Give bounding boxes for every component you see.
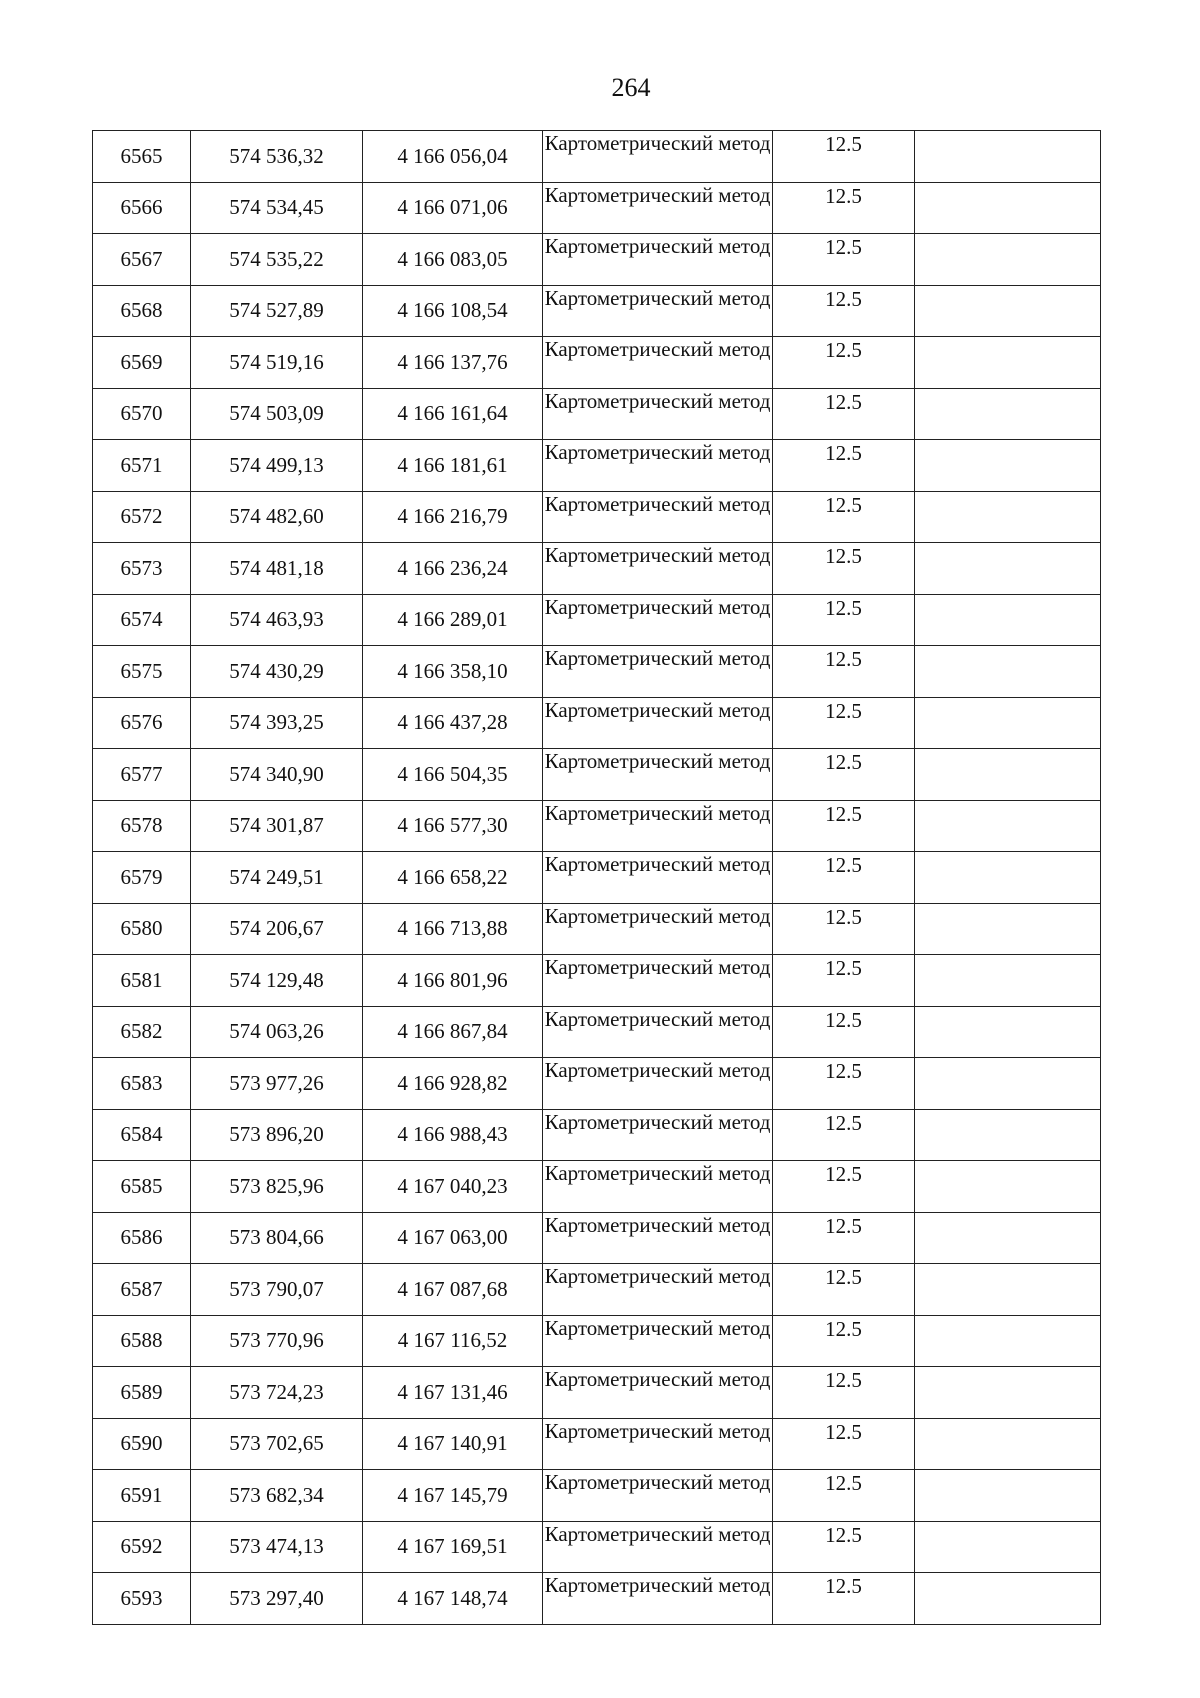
y-coordinate-cell: 4 166 056,04 bbox=[363, 131, 543, 183]
y-coordinate-cell: 4 166 713,88 bbox=[363, 903, 543, 955]
accuracy-cell: 12.5 bbox=[773, 1212, 915, 1264]
note-cell bbox=[915, 234, 1101, 286]
accuracy-cell: 12.5 bbox=[773, 749, 915, 801]
table-row bbox=[93, 1161, 1101, 1213]
y-coordinate-cell: 4 166 161,64 bbox=[363, 388, 543, 440]
point-number-cell: 6585 bbox=[93, 1161, 191, 1213]
x-coordinate-cell: 573 896,20 bbox=[191, 1109, 363, 1161]
y-coordinate-cell: 4 166 358,10 bbox=[363, 646, 543, 698]
x-coordinate-cell: 573 297,40 bbox=[191, 1573, 363, 1625]
accuracy-cell: 12.5 bbox=[773, 852, 915, 904]
y-coordinate-cell: 4 166 504,35 bbox=[363, 749, 543, 801]
x-coordinate-cell: 574 481,18 bbox=[191, 543, 363, 595]
method-cell: Картометрический метод bbox=[543, 1418, 773, 1470]
point-number-cell: 6586 bbox=[93, 1212, 191, 1264]
table-row bbox=[93, 1006, 1101, 1058]
method-cell: Картометрический метод bbox=[543, 1521, 773, 1573]
note-cell bbox=[915, 388, 1101, 440]
point-number-cell: 6590 bbox=[93, 1418, 191, 1470]
accuracy-cell: 12.5 bbox=[773, 1006, 915, 1058]
note-cell bbox=[915, 131, 1101, 183]
accuracy-cell: 12.5 bbox=[773, 388, 915, 440]
x-coordinate-cell: 573 977,26 bbox=[191, 1058, 363, 1110]
table-row bbox=[93, 1470, 1101, 1522]
x-coordinate-cell: 574 301,87 bbox=[191, 800, 363, 852]
y-coordinate-cell: 4 166 437,28 bbox=[363, 697, 543, 749]
point-number-cell: 6591 bbox=[93, 1470, 191, 1522]
table-row bbox=[93, 131, 1101, 183]
y-coordinate-cell: 4 166 083,05 bbox=[363, 234, 543, 286]
y-coordinate-cell: 4 167 140,91 bbox=[363, 1418, 543, 1470]
method-cell: Картометрический метод bbox=[543, 852, 773, 904]
table-row bbox=[93, 337, 1101, 389]
x-coordinate-cell: 573 702,65 bbox=[191, 1418, 363, 1470]
point-number-cell: 6570 bbox=[93, 388, 191, 440]
method-cell: Картометрический метод bbox=[543, 337, 773, 389]
x-coordinate-cell: 574 463,93 bbox=[191, 594, 363, 646]
note-cell bbox=[915, 800, 1101, 852]
table-row bbox=[93, 1315, 1101, 1367]
point-number-cell: 6575 bbox=[93, 646, 191, 698]
note-cell bbox=[915, 285, 1101, 337]
accuracy-cell: 12.5 bbox=[773, 491, 915, 543]
note-cell bbox=[915, 1367, 1101, 1419]
x-coordinate-cell: 574 063,26 bbox=[191, 1006, 363, 1058]
note-cell bbox=[915, 697, 1101, 749]
y-coordinate-cell: 4 167 116,52 bbox=[363, 1315, 543, 1367]
point-number-cell: 6588 bbox=[93, 1315, 191, 1367]
x-coordinate-cell: 574 340,90 bbox=[191, 749, 363, 801]
table-row bbox=[93, 955, 1101, 1007]
y-coordinate-cell: 4 166 137,76 bbox=[363, 337, 543, 389]
table-row bbox=[93, 1573, 1101, 1625]
note-cell bbox=[915, 1315, 1101, 1367]
y-coordinate-cell: 4 166 867,84 bbox=[363, 1006, 543, 1058]
accuracy-cell: 12.5 bbox=[773, 646, 915, 698]
y-coordinate-cell: 4 166 289,01 bbox=[363, 594, 543, 646]
x-coordinate-cell: 574 519,16 bbox=[191, 337, 363, 389]
accuracy-cell: 12.5 bbox=[773, 440, 915, 492]
accuracy-cell: 12.5 bbox=[773, 1418, 915, 1470]
table-row bbox=[93, 440, 1101, 492]
point-number-cell: 6571 bbox=[93, 440, 191, 492]
method-cell: Картометрический метод bbox=[543, 1315, 773, 1367]
method-cell: Картометрический метод bbox=[543, 800, 773, 852]
y-coordinate-cell: 4 166 071,06 bbox=[363, 182, 543, 234]
point-number-cell: 6566 bbox=[93, 182, 191, 234]
table-row bbox=[93, 1212, 1101, 1264]
point-number-cell: 6567 bbox=[93, 234, 191, 286]
x-coordinate-cell: 573 804,66 bbox=[191, 1212, 363, 1264]
point-number-cell: 6568 bbox=[93, 285, 191, 337]
y-coordinate-cell: 4 167 040,23 bbox=[363, 1161, 543, 1213]
point-number-cell: 6576 bbox=[93, 697, 191, 749]
method-cell: Картометрический метод bbox=[543, 182, 773, 234]
y-coordinate-cell: 4 167 131,46 bbox=[363, 1367, 543, 1419]
accuracy-cell: 12.5 bbox=[773, 1161, 915, 1213]
point-number-cell: 6584 bbox=[93, 1109, 191, 1161]
table-row bbox=[93, 749, 1101, 801]
table-row bbox=[93, 1367, 1101, 1419]
method-cell: Картометрический метод bbox=[543, 491, 773, 543]
method-cell: Картометрический метод bbox=[543, 594, 773, 646]
y-coordinate-cell: 4 166 988,43 bbox=[363, 1109, 543, 1161]
accuracy-cell: 12.5 bbox=[773, 1521, 915, 1573]
accuracy-cell: 12.5 bbox=[773, 1367, 915, 1419]
note-cell bbox=[915, 1058, 1101, 1110]
y-coordinate-cell: 4 166 577,30 bbox=[363, 800, 543, 852]
method-cell: Картометрический метод bbox=[543, 131, 773, 183]
method-cell: Картометрический метод bbox=[543, 1367, 773, 1419]
point-number-cell: 6579 bbox=[93, 852, 191, 904]
note-cell bbox=[915, 903, 1101, 955]
accuracy-cell: 12.5 bbox=[773, 234, 915, 286]
method-cell: Картометрический метод bbox=[543, 543, 773, 595]
method-cell: Картометрический метод bbox=[543, 1006, 773, 1058]
method-cell: Картометрический метод bbox=[543, 1109, 773, 1161]
x-coordinate-cell: 574 206,67 bbox=[191, 903, 363, 955]
note-cell bbox=[915, 1573, 1101, 1625]
x-coordinate-cell: 574 534,45 bbox=[191, 182, 363, 234]
point-number-cell: 6565 bbox=[93, 131, 191, 183]
x-coordinate-cell: 573 682,34 bbox=[191, 1470, 363, 1522]
note-cell bbox=[915, 852, 1101, 904]
note-cell bbox=[915, 491, 1101, 543]
x-coordinate-cell: 573 825,96 bbox=[191, 1161, 363, 1213]
method-cell: Картометрический метод bbox=[543, 388, 773, 440]
table-row bbox=[93, 543, 1101, 595]
y-coordinate-cell: 4 166 108,54 bbox=[363, 285, 543, 337]
point-number-cell: 6577 bbox=[93, 749, 191, 801]
method-cell: Картометрический метод bbox=[543, 234, 773, 286]
method-cell: Картометрический метод bbox=[543, 1573, 773, 1625]
table-row bbox=[93, 697, 1101, 749]
point-number-cell: 6592 bbox=[93, 1521, 191, 1573]
point-number-cell: 6569 bbox=[93, 337, 191, 389]
table-row bbox=[93, 491, 1101, 543]
y-coordinate-cell: 4 167 148,74 bbox=[363, 1573, 543, 1625]
table-row bbox=[93, 234, 1101, 286]
point-number-cell: 6573 bbox=[93, 543, 191, 595]
y-coordinate-cell: 4 166 236,24 bbox=[363, 543, 543, 595]
point-number-cell: 6574 bbox=[93, 594, 191, 646]
method-cell: Картометрический метод bbox=[543, 285, 773, 337]
note-cell bbox=[915, 440, 1101, 492]
table-row bbox=[93, 1264, 1101, 1316]
x-coordinate-cell: 573 474,13 bbox=[191, 1521, 363, 1573]
accuracy-cell: 12.5 bbox=[773, 1470, 915, 1522]
note-cell bbox=[915, 543, 1101, 595]
note-cell bbox=[915, 1161, 1101, 1213]
table-row bbox=[93, 852, 1101, 904]
accuracy-cell: 12.5 bbox=[773, 697, 915, 749]
x-coordinate-cell: 574 430,29 bbox=[191, 646, 363, 698]
accuracy-cell: 12.5 bbox=[773, 1264, 915, 1316]
y-coordinate-cell: 4 167 063,00 bbox=[363, 1212, 543, 1264]
method-cell: Картометрический метод bbox=[543, 1212, 773, 1264]
x-coordinate-cell: 573 724,23 bbox=[191, 1367, 363, 1419]
note-cell bbox=[915, 1006, 1101, 1058]
point-number-cell: 6587 bbox=[93, 1264, 191, 1316]
accuracy-cell: 12.5 bbox=[773, 903, 915, 955]
table-row bbox=[93, 1058, 1101, 1110]
point-number-cell: 6580 bbox=[93, 903, 191, 955]
note-cell bbox=[915, 1264, 1101, 1316]
method-cell: Картометрический метод bbox=[543, 646, 773, 698]
x-coordinate-cell: 574 499,13 bbox=[191, 440, 363, 492]
table-row bbox=[93, 388, 1101, 440]
point-number-cell: 6581 bbox=[93, 955, 191, 1007]
note-cell bbox=[915, 955, 1101, 1007]
table-row bbox=[93, 1109, 1101, 1161]
method-cell: Картометрический метод bbox=[543, 749, 773, 801]
accuracy-cell: 12.5 bbox=[773, 955, 915, 1007]
point-number-cell: 6572 bbox=[93, 491, 191, 543]
accuracy-cell: 12.5 bbox=[773, 1058, 915, 1110]
note-cell bbox=[915, 1418, 1101, 1470]
x-coordinate-cell: 574 129,48 bbox=[191, 955, 363, 1007]
note-cell bbox=[915, 337, 1101, 389]
table-row bbox=[93, 594, 1101, 646]
method-cell: Картометрический метод bbox=[543, 440, 773, 492]
method-cell: Картометрический метод bbox=[543, 955, 773, 1007]
x-coordinate-cell: 574 535,22 bbox=[191, 234, 363, 286]
point-number-cell: 6578 bbox=[93, 800, 191, 852]
x-coordinate-cell: 573 790,07 bbox=[191, 1264, 363, 1316]
note-cell bbox=[915, 1521, 1101, 1573]
coordinates-table-body bbox=[93, 131, 1101, 1625]
table-row bbox=[93, 285, 1101, 337]
note-cell bbox=[915, 749, 1101, 801]
note-cell bbox=[915, 594, 1101, 646]
accuracy-cell: 12.5 bbox=[773, 182, 915, 234]
method-cell: Картометрический метод bbox=[543, 1161, 773, 1213]
y-coordinate-cell: 4 166 658,22 bbox=[363, 852, 543, 904]
note-cell bbox=[915, 182, 1101, 234]
note-cell bbox=[915, 1212, 1101, 1264]
table-row bbox=[93, 182, 1101, 234]
accuracy-cell: 12.5 bbox=[773, 131, 915, 183]
y-coordinate-cell: 4 167 145,79 bbox=[363, 1470, 543, 1522]
point-number-cell: 6593 bbox=[93, 1573, 191, 1625]
accuracy-cell: 12.5 bbox=[773, 543, 915, 595]
accuracy-cell: 12.5 bbox=[773, 285, 915, 337]
y-coordinate-cell: 4 166 181,61 bbox=[363, 440, 543, 492]
y-coordinate-cell: 4 166 928,82 bbox=[363, 1058, 543, 1110]
method-cell: Картометрический метод bbox=[543, 903, 773, 955]
table-row bbox=[93, 1418, 1101, 1470]
x-coordinate-cell: 574 393,25 bbox=[191, 697, 363, 749]
accuracy-cell: 12.5 bbox=[773, 1109, 915, 1161]
note-cell bbox=[915, 1470, 1101, 1522]
table-row bbox=[93, 1521, 1101, 1573]
accuracy-cell: 12.5 bbox=[773, 337, 915, 389]
x-coordinate-cell: 574 527,89 bbox=[191, 285, 363, 337]
x-coordinate-cell: 573 770,96 bbox=[191, 1315, 363, 1367]
method-cell: Картометрический метод bbox=[543, 1058, 773, 1110]
method-cell: Картометрический метод bbox=[543, 697, 773, 749]
y-coordinate-cell: 4 167 169,51 bbox=[363, 1521, 543, 1573]
table-row bbox=[93, 646, 1101, 698]
y-coordinate-cell: 4 167 087,68 bbox=[363, 1264, 543, 1316]
note-cell bbox=[915, 1109, 1101, 1161]
table-row bbox=[93, 903, 1101, 955]
accuracy-cell: 12.5 bbox=[773, 594, 915, 646]
point-number-cell: 6583 bbox=[93, 1058, 191, 1110]
x-coordinate-cell: 574 503,09 bbox=[191, 388, 363, 440]
table-row bbox=[93, 800, 1101, 852]
method-cell: Картометрический метод bbox=[543, 1470, 773, 1522]
accuracy-cell: 12.5 bbox=[773, 800, 915, 852]
y-coordinate-cell: 4 166 801,96 bbox=[363, 955, 543, 1007]
y-coordinate-cell: 4 166 216,79 bbox=[363, 491, 543, 543]
x-coordinate-cell: 574 249,51 bbox=[191, 852, 363, 904]
method-cell: Картометрический метод bbox=[543, 1264, 773, 1316]
accuracy-cell: 12.5 bbox=[773, 1315, 915, 1367]
note-cell bbox=[915, 646, 1101, 698]
coordinates-table bbox=[92, 130, 1101, 1625]
point-number-cell: 6589 bbox=[93, 1367, 191, 1419]
x-coordinate-cell: 574 482,60 bbox=[191, 491, 363, 543]
point-number-cell: 6582 bbox=[93, 1006, 191, 1058]
accuracy-cell: 12.5 bbox=[773, 1573, 915, 1625]
x-coordinate-cell: 574 536,32 bbox=[191, 131, 363, 183]
page-number: 264 bbox=[611, 73, 651, 102]
